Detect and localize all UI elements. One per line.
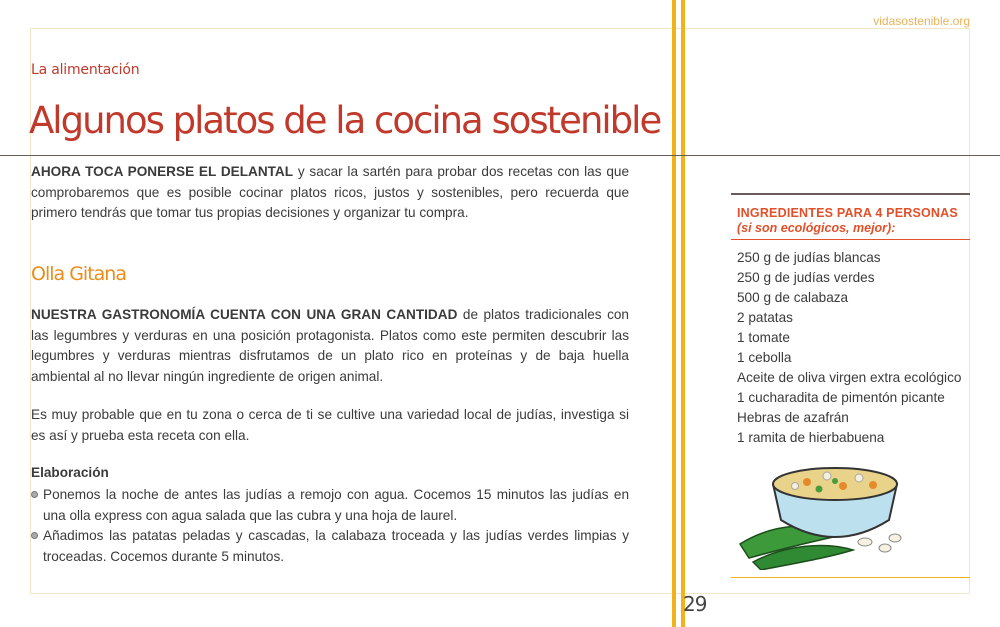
bullet-icon [31, 491, 38, 498]
section-label: La alimentación [31, 62, 140, 78]
step-item: Añadimos las patatas peladas y cascadas, la calabaza troceada y las judías verdes limpias y troceadas. Cocemos durante 5 minutos. [31, 526, 629, 567]
elaboration-heading: Elaboración [31, 465, 109, 480]
step-item: Ponemos la noche de antes las judías a remojo con agua. Cocemos 15 minutos las judías en una olla express con agua salada que las cubra y una hoja de laurel. [31, 485, 629, 526]
page-number: 29 [683, 592, 707, 616]
ingredient-item: 250 g de judías blancas [737, 250, 881, 265]
ingredient-item: 1 tomate [737, 330, 790, 345]
page-title: Algunos platos de la cocina sostenible [29, 99, 661, 142]
ingredient-item: 1 ramita de hierbabuena [737, 430, 885, 445]
gold-divider-right [681, 0, 685, 627]
ingredient-item: 1 cucharadita de pimentón picante [737, 390, 945, 405]
recipe-paragraph-2: Es muy probable que en tu zona o cerca de ti se cultive una variedad local de judías, investiga si es así y prueba esta receta con ella. [31, 407, 629, 443]
recipe-paragraph-1 [31, 305, 629, 387]
title-rule [0, 155, 1000, 156]
ingredients-rule [731, 239, 970, 240]
ingredient-item: 250 g de judías verdes [737, 270, 875, 285]
recipe-lead: NUESTRA GASTRONOMÍA CUENTA CON UNA GRAN CANTIDAD [31, 307, 458, 322]
white-bean-icon [889, 534, 901, 542]
ingredients-title: INGREDIENTES PARA 4 PERSONAS [737, 206, 958, 220]
site-url[interactable]: vidasostenible.org [873, 14, 970, 28]
ingredients-subtitle: (si son ecológicos, mejor): [737, 221, 896, 235]
intro-paragraph [31, 162, 629, 224]
white-bean-icon [879, 544, 891, 552]
intro-text: y sacar la sartén para probar dos recetas con las que comprobaremos que es posible cocinar platos ricos, justos y sostenibles, pero recuerda que primero tendrás que tomar tus propias decisiones y organizar tu compra. [31, 164, 630, 220]
ingredients-top-rule [731, 193, 970, 195]
ingredients-list [737, 248, 961, 448]
gold-divider-left [672, 0, 676, 627]
white-bean-icon [858, 538, 872, 546]
ingredient-item: Aceite de oliva virgen extra ecológico [737, 370, 962, 385]
ingredient-item: 1 cebolla [737, 350, 792, 365]
ingredient-item: 500 g de calabaza [737, 290, 849, 305]
bean-stew-bowl-illustration [735, 458, 970, 570]
ingredients-bottom-rule [731, 577, 970, 578]
recipe-title: Olla Gitana [31, 263, 126, 285]
intro-lead: AHORA TOCA PONERSE EL DELANTAL [31, 164, 294, 179]
elaboration-steps [31, 485, 629, 567]
bullet-icon [31, 532, 38, 539]
ingredient-item: Hebras de azafrán [737, 410, 849, 425]
ingredient-item: 2 patatas [737, 310, 793, 325]
recipe-text: de platos tradicionales con las legumbres y verduras en una posición protagonista. Platos como este permiten descubrir las legumbres y verduras mientras disfrutamos de un plato rico en proteínas y de baja huella ambiental al no llevar ningún ingrediente de origen animal. [31, 307, 629, 384]
